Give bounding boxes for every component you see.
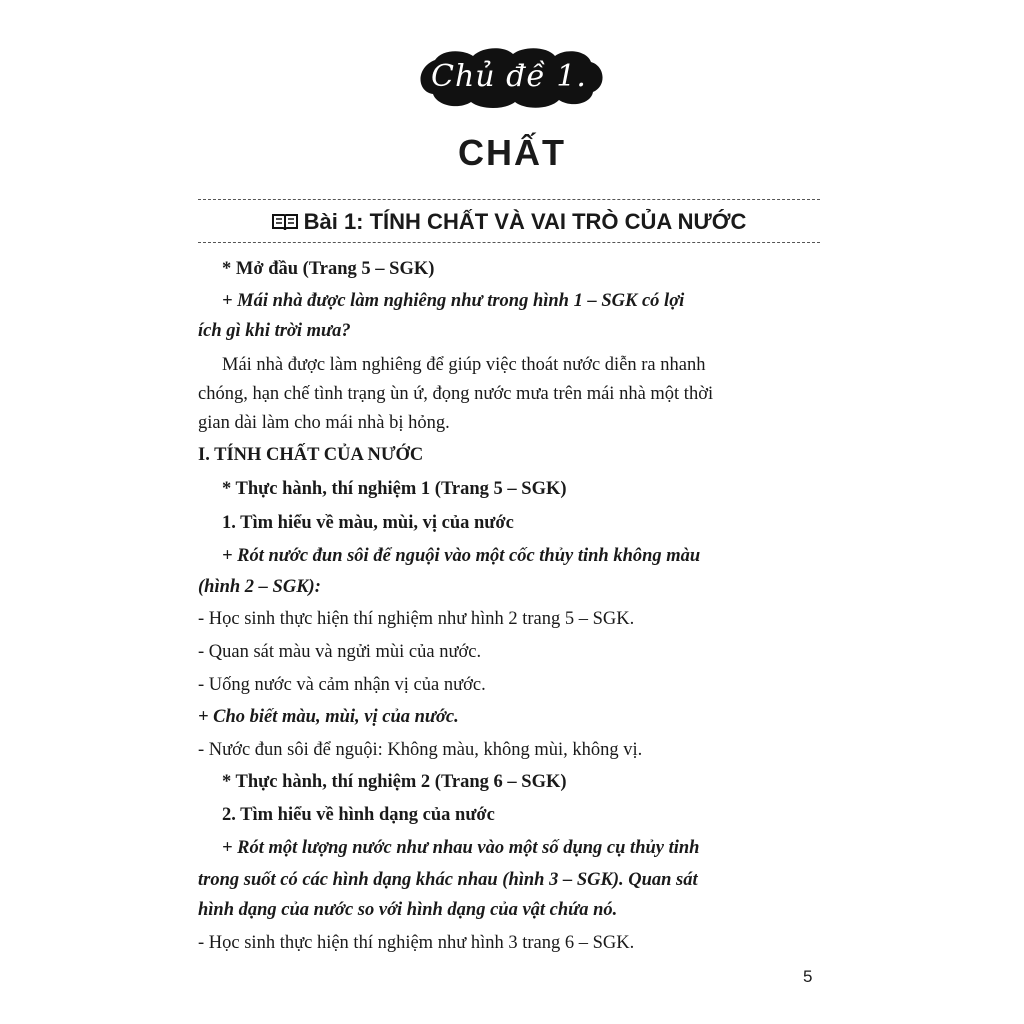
intro-heading: * Mở đầu (Trang 5 – SGK) xyxy=(222,259,435,279)
task-line: + Rót một lượng nước như nhau vào một số dụng cụ thủy tinh xyxy=(222,838,700,858)
step-line: - Học sinh thực hiện thí nghiệm như hình 3 trang 6 – SGK. xyxy=(198,933,635,953)
answer-line: gian dài làm cho mái nhà bị hỏng. xyxy=(198,413,450,433)
answer-line: Mái nhà được làm nghiêng để giúp việc thoát nước diễn ra nhanh xyxy=(222,355,706,375)
lesson-title: Bài 1: TÍNH CHẤT VÀ VAI TRÒ CỦA NƯỚC xyxy=(303,209,747,234)
experiment-heading: * Thực hành, thí nghiệm 2 (Trang 6 – SGK) xyxy=(222,772,567,792)
subsection-heading: 1. Tìm hiểu về màu, mùi, vị của nước xyxy=(222,513,514,533)
divider xyxy=(198,199,820,200)
topic-label: Chủ đề 1. xyxy=(431,59,587,94)
step-line: - Học sinh thực hiện thí nghiệm như hình 2 trang 5 – SGK. xyxy=(198,609,635,629)
open-book-icon xyxy=(272,212,298,232)
subsection-heading: 2. Tìm hiểu về hình dạng của nước xyxy=(222,805,495,825)
task-line: trong suốt có các hình dạng khác nhau (hình 3 – SGK). Quan sát xyxy=(198,870,698,890)
section-heading: I. TÍNH CHẤT CỦA NƯỚC xyxy=(198,445,424,465)
task-line: (hình 2 – SGK): xyxy=(198,577,321,597)
question-line: + Mái nhà được làm nghiêng như trong hình 1 – SGK có lợi xyxy=(222,291,685,311)
task-line: hình dạng của nước so với hình dạng của vật chứa nó. xyxy=(198,900,618,920)
question-line: + Cho biết màu, mùi, vị của nước. xyxy=(198,707,459,727)
answer-line: chóng, hạn chế tình trạng ùn ứ, đọng nước mưa trên mái nhà một thời xyxy=(198,384,714,404)
question-line: ích gì khi trời mưa? xyxy=(198,321,351,341)
experiment-heading: * Thực hành, thí nghiệm 1 (Trang 5 – SGK) xyxy=(222,479,567,499)
topic-badge xyxy=(413,44,605,110)
answer-line: - Nước đun sôi để nguội: Không màu, không mùi, không vị. xyxy=(198,740,643,760)
lesson-heading xyxy=(198,205,820,239)
step-line: - Quan sát màu và ngửi mùi của nước. xyxy=(198,642,482,662)
task-line: + Rót nước đun sôi để nguội vào một cốc thủy tinh không màu xyxy=(222,546,701,566)
divider xyxy=(198,242,820,243)
chapter-title: CHẤT xyxy=(458,132,566,173)
step-line: - Uống nước và cảm nhận vị của nước. xyxy=(198,675,486,695)
page-number: 5 xyxy=(803,967,813,986)
